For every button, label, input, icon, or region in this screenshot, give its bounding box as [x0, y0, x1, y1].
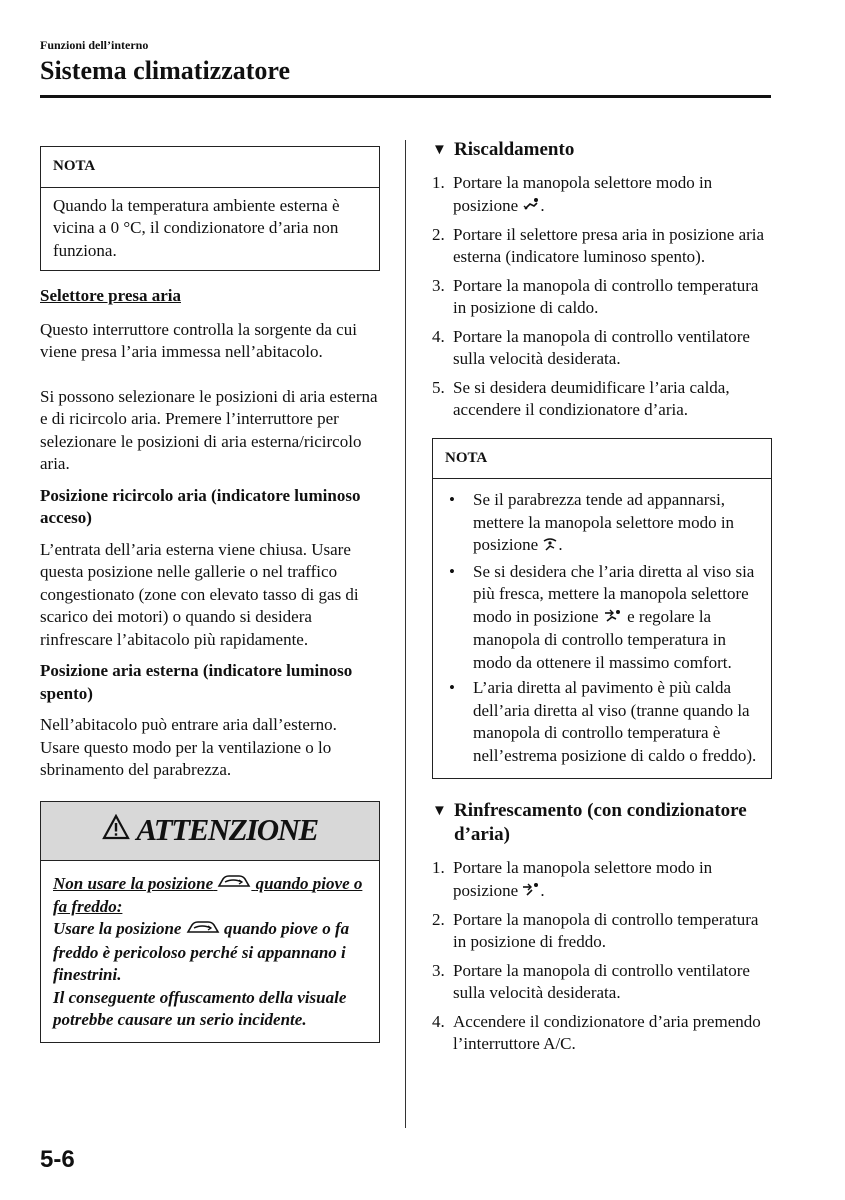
warning-text	[41, 861, 379, 1042]
warning-box	[40, 801, 380, 1043]
section-label: Funzioni dell’interno	[40, 38, 149, 52]
recirculation-heading: Posizione ricircolo aria (indicatore luminoso acceso)	[40, 485, 361, 527]
list-item: 3. Portare la manopola di controllo temperatura in posizione di caldo.	[432, 275, 759, 318]
bi-level-mode-icon	[603, 607, 623, 630]
recirculation-car-icon	[186, 919, 220, 942]
recirculation-text: L’entrata dell’aria esterna viene chiusa. Usare questa posizione nelle gallerie o nel traffico congestionato (zone con elevato tasso di gas di scarico dei motori) o quando si desidera rinfrescare l’abitacolo più rapidamente.	[40, 539, 359, 649]
note-box-temperature	[40, 146, 380, 271]
warning-line2b: quando piove o fa freddo è pericoloso perché si appannano i finestrini.	[53, 919, 350, 985]
list-item: 2. Portare la manopola di controllo temperatura in posizione di freddo.	[432, 909, 759, 952]
floor-mode-icon	[522, 195, 540, 218]
page-number: 5-6	[40, 1146, 75, 1173]
heating-steps	[432, 172, 772, 422]
cooling-steps	[432, 857, 772, 1056]
note-text: Quando la temperatura ambiente esterna è vicina a 0 °C, il condizionatore d’aria non funziona.	[53, 195, 340, 260]
list-item: 4. Accendere il condizionatore d’aria premendo l’interruttore A/C.	[432, 1011, 761, 1054]
list-item: 3. Portare la manopola di controllo ventilatore sulla velocità desiderata.	[432, 960, 750, 1003]
list-item: • L’aria diretta al pavimento è più calda dell’aria diretta al viso (tranne quando la manopola di controllo temperatura è nell’estrema posizione di caldo o freddo).	[445, 677, 759, 767]
floor-defrost-mode-icon	[542, 535, 558, 558]
note-label: NOTA	[41, 147, 379, 188]
heating-heading-text: Riscaldamento	[454, 139, 575, 160]
warning-title: ATTENZIONE	[136, 812, 318, 848]
title-rule	[40, 95, 771, 98]
cooling-heading-text: Rinfrescamento (con condizionatore d’aria)	[454, 800, 747, 846]
bullet: •	[449, 561, 455, 581]
note-box-modes	[432, 438, 772, 779]
warning-line2a: Usare la posizione	[53, 919, 182, 939]
outside-air-text: Nell’abitacolo può entrare aria dall’esterno. Usare questo modo per la ventilazione o lo sbrinamento del parabrezza.	[40, 715, 337, 779]
note-label: NOTA	[433, 439, 771, 480]
list-item: • Se si desidera che l’aria diretta al viso sia più fresca, mettere la manopola selettore modo in posizione e regolare la manopola di controllo temperatura in modo da ottenere il massimo comfort.	[445, 561, 759, 674]
list-item: 2. Portare il selettore presa aria in posizione aria esterna (indicatore luminoso spento).	[432, 224, 765, 267]
warning-header	[41, 802, 379, 861]
warning-triangle-icon	[102, 814, 130, 847]
air-intake-selector-heading: Selettore presa aria	[40, 286, 181, 305]
recirculation-car-icon	[217, 873, 251, 896]
triangle-marker-icon: ▼	[432, 803, 447, 820]
warning-line1b: quando	[255, 873, 309, 893]
list-item: • Se il parabrezza tende ad appannarsi, mettere la manopola selettore modo in posizione .	[445, 489, 759, 557]
list-item: 1. Portare la manopola selettore modo in posizione .	[432, 172, 772, 218]
list-item: 5. Se si desidera deumidificare l’aria calda, accendere il condizionatore d’aria.	[432, 377, 730, 420]
triangle-marker-icon: ▼	[432, 142, 447, 158]
page-title: Sistema climatizzatore	[40, 56, 291, 85]
outside-air-heading: Posizione aria esterna (indicatore luminoso spento)	[40, 661, 353, 703]
bullet: •	[449, 678, 455, 698]
selector-description: Questo interruttore controlla la sorgente da cui viene presa l’aria immessa nell’abitacolo.	[40, 319, 357, 361]
left-column	[40, 146, 380, 1043]
selector-positions-text: Si possono selezionare le posizioni di aria esterna e di ricircolo aria. Premere l’interruttore per selezionare le posizioni di aria esterna/ricircolo aria.	[40, 386, 378, 473]
list-item: 4. Portare la manopola di controllo ventilatore sulla velocità desiderata.	[432, 326, 750, 369]
face-vent-mode-icon	[522, 880, 540, 903]
warning-line1a: Non usare la posizione	[53, 873, 214, 893]
bullet: •	[449, 490, 455, 510]
list-item: 1. Portare la manopola selettore modo in posizione .	[432, 857, 772, 903]
warning-line1c: piove o fa freddo:	[53, 873, 363, 916]
note-bullets	[445, 489, 759, 767]
right-column	[432, 138, 772, 1062]
heating-heading	[432, 138, 772, 162]
warning-line3: Il conseguente offuscamento della visuale potrebbe causare un serio incidente.	[53, 987, 347, 1030]
cooling-heading	[432, 799, 772, 847]
column-divider	[405, 140, 406, 1128]
